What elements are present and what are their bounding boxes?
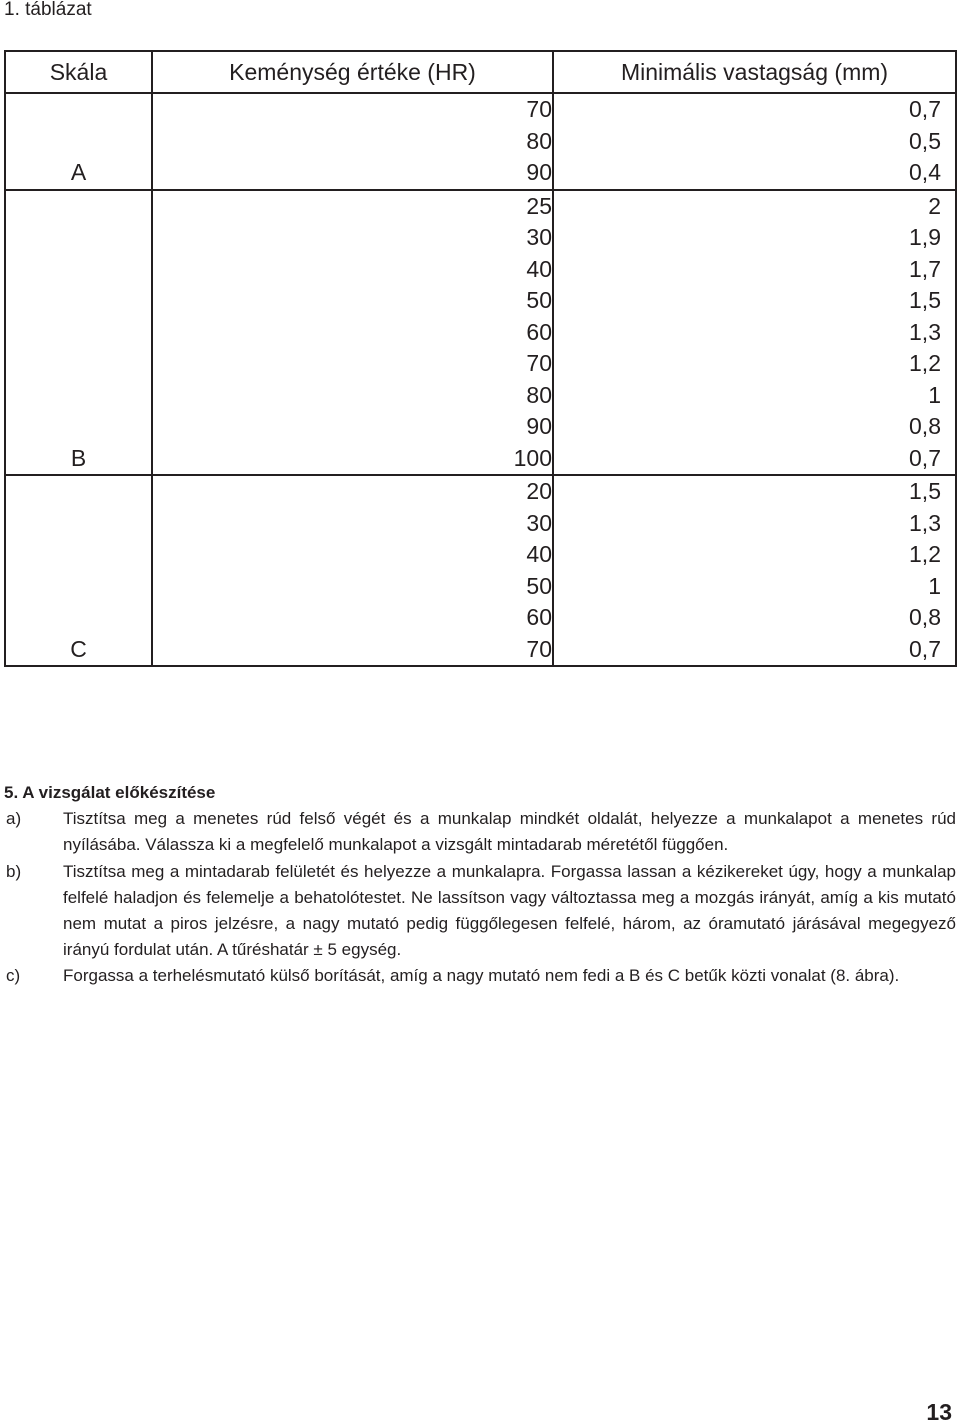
thickness-value: 0,8 [909,604,941,630]
item-text: Tisztítsa meg a mintadarab felületét és helyezze a munkalapra. Forgassa lassan a kézikereket úgy, hogy a munkalap felfelé haladjon és felemelje a behatolótestet. Ne lassítson vagy változtassa meg a mozgás irányát, amíg a kis mutató nem mutat a piros jelzésre, a nagy mutató pedig függőlegesen felfelé, három, az óramutató járásával megegyező irányú fordulat után. A tűréshatár ± 5 egység. [63,861,956,960]
item-text: Tisztítsa meg a menetes rúd felső végét és a munkalap mindkét oldalát, helyezze a munkalapot a menetes rúd nyílásába. Válassza ki a megfelelő munkalapot a vizsgált mintadarab méretétől függően. [63,809,956,855]
hardness-value: 80 [526,381,552,408]
preparation-section [4,780,956,990]
header-hardness: Keménység értéke (HR) [152,51,553,93]
thickness-value: 0,7 [909,444,941,471]
thickness-value: 1 [928,572,941,599]
thickness-cell [553,475,956,666]
list-item [4,806,956,858]
scale-label: B [70,444,87,471]
scale-cell [5,475,152,666]
hardness-value: 70 [526,96,552,122]
hardness-value: 80 [526,127,552,154]
table-row [5,93,956,190]
thickness-value: 1,2 [909,541,941,567]
scale-cell [5,190,152,476]
scale-cell [5,93,152,190]
header-min-thickness: Minimális vastagság (mm) [553,51,956,93]
thickness-value: 1,9 [909,224,941,250]
thickness-cell [553,93,956,190]
table-row [5,475,956,666]
thickness-value: 0,4 [909,159,941,185]
thickness-value: 1,3 [909,318,941,345]
hardness-value: 20 [526,478,552,504]
thickness-value: 1,3 [909,509,941,536]
hardness-value: 60 [526,604,552,630]
thickness-value: 1,2 [909,350,941,376]
hardness-value: 100 [513,444,552,471]
thickness-value: 1,5 [909,287,941,313]
hardness-value: 25 [526,192,552,219]
item-marker: b) [6,861,22,881]
hardness-value: 50 [526,572,552,599]
hardness-cell [152,475,553,666]
thickness-value: 0,7 [909,635,941,662]
thickness-value: 1,5 [909,478,941,504]
table-body [5,93,956,666]
hardness-value: 30 [526,224,552,250]
list-item [4,963,956,989]
item-text: Forgassa a terhelésmutató külső borítását, amíg a nagy mutató nem fedi a B és C betűk közti vonalat (8. ábra). [63,966,900,986]
hardness-value: 50 [526,287,552,313]
thickness-value: 0,7 [909,96,941,122]
hardness-value: 40 [526,541,552,567]
hardness-cell [152,190,553,476]
scale-label: A [70,159,87,185]
thickness-value: 1 [928,381,941,408]
hardness-value: 70 [526,350,552,376]
thickness-cell [553,190,956,476]
hardness-value: 60 [526,318,552,345]
hardness-value: 90 [526,159,552,185]
hardness-value: 90 [526,413,552,439]
page-number: 13 [926,1399,952,1425]
list-item [4,859,956,964]
hardness-value: 70 [526,635,552,662]
item-marker: a) [6,809,22,829]
scale-label: C [70,635,87,662]
thickness-value: 0,8 [909,413,941,439]
hardness-value: 40 [526,255,552,282]
thickness-value: 2 [928,192,941,219]
header-scale: Skála [5,51,152,93]
table-caption: 1. táblázat [4,0,92,20]
hardness-cell [152,93,553,190]
thickness-value: 0,5 [909,127,941,154]
thickness-value: 1,7 [909,255,941,282]
item-marker: c) [6,966,21,986]
table-row [5,190,956,476]
table-header-row [5,51,956,93]
section-title: 5. A vizsgálat előkészítése [4,783,216,802]
hardness-table [4,50,957,667]
hardness-value: 30 [526,509,552,536]
